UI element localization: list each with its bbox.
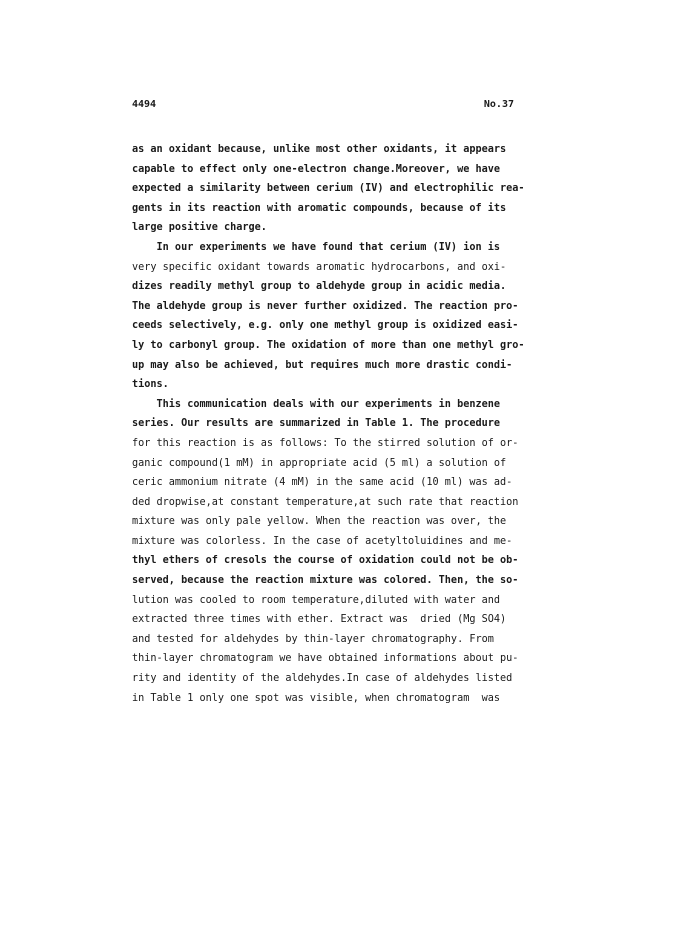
page-number: 4494 — [132, 99, 157, 110]
text-line: ceric ammonium nitrate (4 mM) in the same acid (10 ml) was ad- — [132, 477, 513, 489]
text-line: This communication deals with our experiments in benzene — [132, 398, 501, 410]
text-line: dizes readily methyl group to aldehyde group in acidic media. — [132, 281, 507, 293]
text-line: extracted three times with ether. Extract was dried (Mg SO4) — [132, 614, 507, 626]
text-line: ceeds selectively, e.g. only one methyl group is oxidized easi- — [132, 320, 519, 332]
text-line: large positive charge. — [132, 222, 267, 234]
text-line: up may also be achieved, but requires much more drastic condi- — [132, 359, 513, 371]
text-line: In our experiments we have found that cerium (IV) ion is — [132, 241, 501, 253]
text-line: ded dropwise,at constant temperature,at such rate that reaction — [132, 496, 519, 508]
issue-number: No.37 — [483, 99, 514, 110]
text-line: gents in its reaction with aromatic compounds, because of its — [132, 202, 507, 214]
text-line: series. Our results are summarized in Table 1. The procedure — [132, 418, 501, 430]
text-line: mixture was colorless. In the case of acetyltoluidines and me- — [132, 535, 513, 547]
text-line: mixture was only pale yellow. When the reaction was over, the — [132, 516, 507, 528]
text-line: lution was cooled to room temperature,diluted with water and — [132, 594, 501, 606]
text-line: thyl ethers of cresols the course of oxidation could not be ob- — [132, 555, 519, 567]
text-line: capable to effect only one-electron change.Moreover, we have — [132, 163, 501, 175]
text-line: for this reaction is as follows: To the stirred solution of or- — [132, 437, 519, 449]
text-line: and tested for aldehydes by thin-layer chromatography. From — [132, 633, 494, 645]
text-line: ganic compound(1 mM) in appropriate acid (5 ml) a solution of — [132, 457, 507, 469]
text-line: very specific oxidant towards aromatic hydrocarbons, and oxi- — [132, 261, 507, 273]
text-line: rity and identity of the aldehydes.In case of aldehydes listed — [132, 673, 513, 685]
text-line: expected a similarity between cerium (IV) and electrophilic rea- — [132, 183, 525, 195]
text-line: served, because the reaction mixture was colored. Then, the so- — [132, 575, 519, 587]
text-line: in Table 1 only one spot was visible, when chromatogram was — [132, 692, 501, 704]
page-header — [132, 99, 514, 113]
text-line: The aldehyde group is never further oxidized. The reaction pro- — [132, 300, 519, 312]
text-line: tions. — [132, 379, 169, 391]
text-line: ly to carbonyl group. The oxidation of more than one methyl gro- — [132, 339, 525, 351]
body-text — [132, 140, 532, 708]
text-line: as an oxidant because, unlike most other oxidants, it appears — [132, 144, 507, 155]
text-line: thin-layer chromatogram we have obtained informations about pu- — [132, 653, 519, 665]
